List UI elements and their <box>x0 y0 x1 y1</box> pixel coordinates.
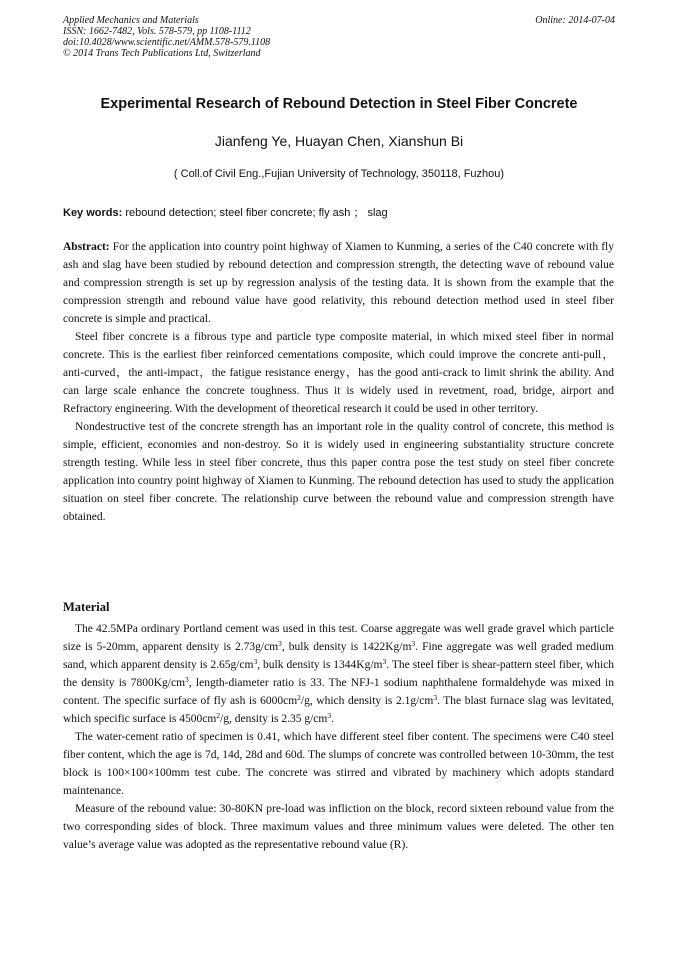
paper-title: Experimental Research of Rebound Detection in Steel Fiber Concrete <box>100 96 578 112</box>
section-heading-material: Material <box>63 600 110 614</box>
material-text: . <box>331 713 334 725</box>
superscript: 3 <box>433 693 438 702</box>
superscript: 3 <box>327 711 332 720</box>
journal-header <box>63 15 270 59</box>
affiliation: ( Coll.of Civil Eng.,Fujian University of Technology, 350118, Fuzhou) <box>173 168 505 180</box>
issn-line: ISSN: 1662-7482, Vols. 578-579, pp 1108-1112 <box>63 26 251 37</box>
superscript: 3 <box>278 639 282 648</box>
journal-name: Applied Mechanics and Materials <box>63 15 199 26</box>
superscript: 2 <box>216 711 221 720</box>
material-text: , bulk density is 1422Kg/m <box>281 641 412 653</box>
intro-paragraph-1: Steel fiber concrete is a fibrous type and particle type composite material, in which mixed steel fiber in normal concrete. This is the earliest fiber reinforced cementations composite, which could improve the concrete anti-pull，anti-curved，the anti-impact，the fatigue resistance energy，has the good anti-crack to limit shrink the ability. And can large scale enhance the concrete toughness. Thus it is widely used in revetment, road, bridge, airport and Refractory engineering. With the development of theoretical research it could be used in other territory. <box>63 331 614 415</box>
doi-line: doi:10.4028/www.scientific.net/AMM.578-579.1108 <box>63 37 271 48</box>
online-date: Online: 2014-07-04 <box>535 15 615 26</box>
material-paragraph-3: Measure of the rebound value: 30-80KN pre-load was infliction on the block, record sixteen rebound value from the two corresponding sides of block. Three maximum values and three minimum values were deleted. The other ten value’s average value was adopted as the representative rebound value (R). <box>63 803 614 851</box>
abstract-section <box>63 238 614 526</box>
authors: Jianfeng Ye, Huayan Chen, Xianshun Bi <box>214 133 464 149</box>
material-text: , bulk density is 1344Kg/m <box>257 659 383 671</box>
material-paragraph-2: The water-cement ratio of specimen is 0.41, which have different steel fiber content. The specimens were C40 steel fiber content, which the age is 7d, 14d, 28d and 60d. The slumps of concrete was controlled between 10-30mm, the test block is 100×100×100mm test cube. The concrete was stirred and vibrated by machinery which adopts standard maintenance. <box>63 731 614 797</box>
material-text: /g, which density is 2.1g/cm <box>300 695 434 707</box>
material-paragraph-1 <box>63 620 614 728</box>
material-text: The 42.5MPa ordinary Portland cement was used in this test. Coarse aggregate was well grade gravel which particle size is 5-20mm, apparent density is 2.73g/cm <box>63 623 614 653</box>
superscript: 2 <box>297 693 301 702</box>
superscript: 3 <box>253 657 258 666</box>
keywords-label: Key words: <box>63 207 123 219</box>
abstract-paragraph <box>63 238 614 328</box>
material-section <box>63 620 614 854</box>
material-text: /g, density is 2.35 g/cm <box>220 713 328 725</box>
keywords <box>63 206 615 220</box>
abstract-text: For the application into country point highway of Xiamen to Kunming, a series of the C40 concrete with fly ash and slag have been studied by rebound detection and compression strength, the detecting wave of rebound value and compression strength is set up by regression analysis of the testing data. It is shown from the example that the compression strength and rebound value have good relativity, this rebound detection method used in steel fiber concrete is simple and practical. <box>63 241 614 325</box>
material-text: , length-diameter ratio is 33. The NFJ-1 sodium naphthalene formaldehyde was mixed in content. The specific surface of fly ash is 6000cm <box>63 677 614 707</box>
material-text: . The blast furnace slag was levitated, which specific surface is 4500cm <box>63 695 614 725</box>
material-text: . The steel fiber is shear-pattern steel fiber, which the density is 7800Kg/cm <box>63 659 615 689</box>
copyright-line: © 2014 Trans Tech Publications Ltd, Switzerland <box>63 48 261 59</box>
intro-paragraph-2: Nondestructive test of the concrete strength has an important role in the quality control of concrete, this method is simple, efficient, economies and non-destroy. So it is widely used in engineering substantiality structure concrete strength testing. While less in steel fiber concrete, thus this paper contra pose the test study on steel fiber concrete application into country point highway of Xiamen to Kunming. The rebound detection has used to study the application situation on steel fiber concrete. The relationship curve between the rebound value and compression strength have obtained. <box>63 421 614 523</box>
keywords-text: rebound detection; steel fiber concrete; fly ash ； slag <box>125 207 388 219</box>
superscript: 3 <box>411 639 416 648</box>
superscript: 3 <box>185 675 189 684</box>
abstract-label: Abstract: <box>63 241 110 253</box>
material-text: . Fine aggregate was well graded medium sand, which apparent density is 2.65g/cm <box>63 641 614 671</box>
superscript: 3 <box>382 657 387 666</box>
